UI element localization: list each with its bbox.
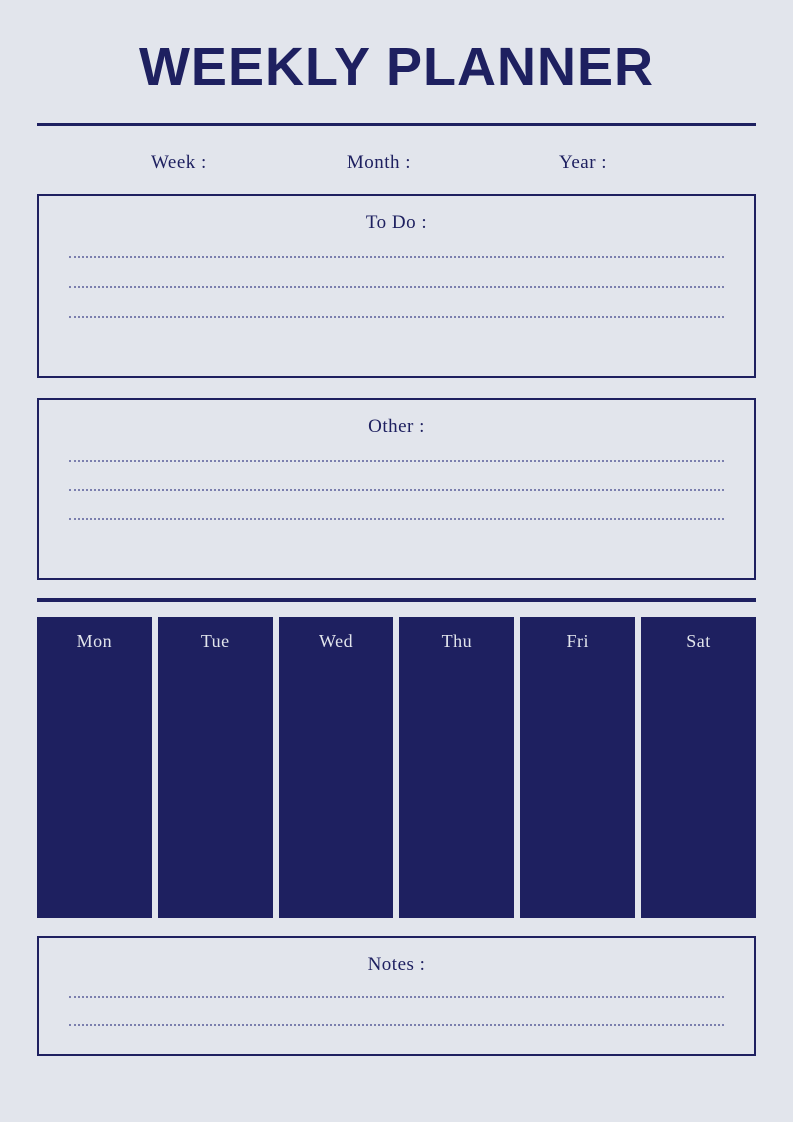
- todo-write-line[interactable]: [69, 316, 724, 318]
- notes-write-line[interactable]: [69, 1024, 724, 1026]
- todo-section: [37, 194, 756, 378]
- year-field-label[interactable]: Year :: [559, 152, 608, 174]
- day-column-mon[interactable]: [37, 617, 152, 918]
- title-divider: [37, 123, 756, 126]
- day-column-fri[interactable]: [520, 617, 635, 918]
- page-title: WEEKLY PLANNER: [138, 37, 655, 97]
- other-write-line[interactable]: [69, 489, 724, 491]
- day-label: Fri: [566, 631, 589, 652]
- todo-label: To Do :: [365, 212, 428, 234]
- days-grid: [37, 617, 756, 918]
- day-column-thu[interactable]: [399, 617, 514, 918]
- day-label: Mon: [76, 631, 113, 652]
- other-label: Other :: [368, 416, 425, 438]
- day-column-tue[interactable]: [158, 617, 273, 918]
- other-write-line[interactable]: [69, 460, 724, 462]
- day-label: Thu: [441, 631, 473, 652]
- day-column-wed[interactable]: [279, 617, 394, 918]
- day-column-sat[interactable]: [641, 617, 756, 918]
- notes-section: [37, 936, 756, 1056]
- section-divider: [37, 598, 756, 602]
- meta-row: [37, 152, 756, 174]
- other-section: [37, 398, 756, 580]
- todo-write-line[interactable]: [69, 286, 724, 288]
- day-label: Sat: [686, 631, 711, 652]
- notes-write-line[interactable]: [69, 996, 724, 998]
- todo-write-line[interactable]: [69, 256, 724, 258]
- day-label: Tue: [200, 631, 230, 652]
- week-field-label[interactable]: Week :: [151, 152, 207, 174]
- month-field-label[interactable]: Month :: [346, 152, 412, 174]
- other-write-line[interactable]: [69, 518, 724, 520]
- day-label: Wed: [319, 631, 354, 652]
- notes-label: Notes :: [367, 954, 426, 976]
